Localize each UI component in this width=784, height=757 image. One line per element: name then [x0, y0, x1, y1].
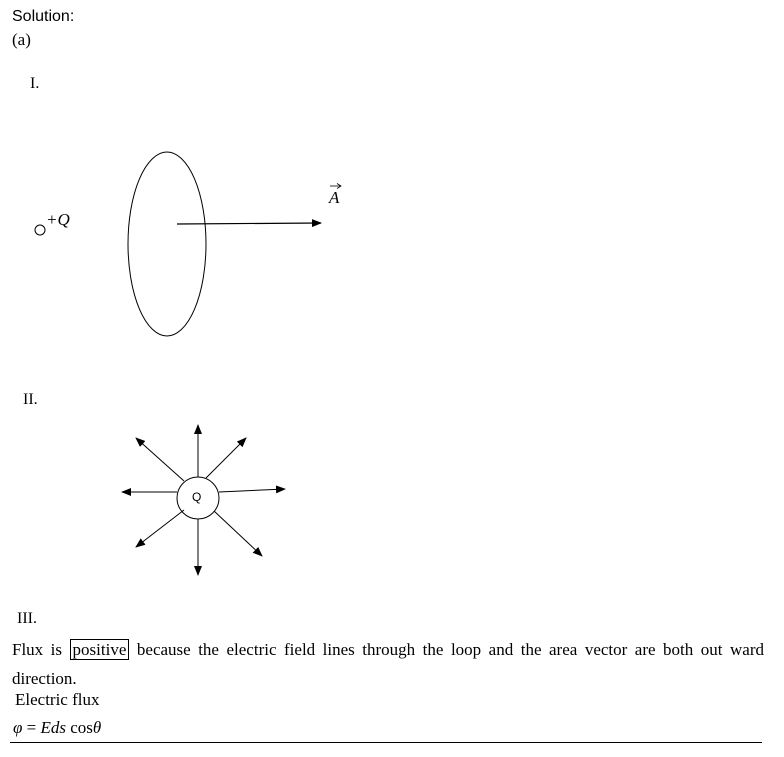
flux-prefix: Flux is [12, 640, 63, 659]
area-vector-label: A [329, 188, 340, 207]
section-i-label: I. [30, 75, 40, 92]
bottom-rule [10, 742, 762, 743]
solution-heading: Solution: [12, 8, 75, 25]
field-line-down-right [214, 511, 262, 556]
formula-eds: Eds [40, 718, 66, 737]
charge-q-label: +Q [46, 210, 70, 229]
section-ii-label: II. [23, 391, 38, 408]
field-line-up-right [206, 438, 246, 478]
charge-center-label: Q [192, 490, 202, 504]
field-line-down-left [136, 510, 184, 547]
field-line-up-left [136, 438, 184, 481]
part-label: (a) [12, 30, 31, 49]
formula-cos: cos [66, 718, 93, 737]
flux-explanation [12, 635, 764, 693]
section-iii-label: III. [17, 610, 37, 627]
field-line-right [219, 489, 285, 492]
formula-theta: θ [92, 718, 102, 737]
flux-suffix: because the electric field lines through the loop and the area vector are both out ward direction. [12, 640, 765, 688]
flux-formula [13, 718, 101, 738]
formula-equals: = [22, 718, 41, 737]
formula-phi: φ [13, 718, 23, 737]
electric-flux-label: Electric flux [15, 690, 100, 709]
flux-answer-box: positive [70, 639, 130, 660]
